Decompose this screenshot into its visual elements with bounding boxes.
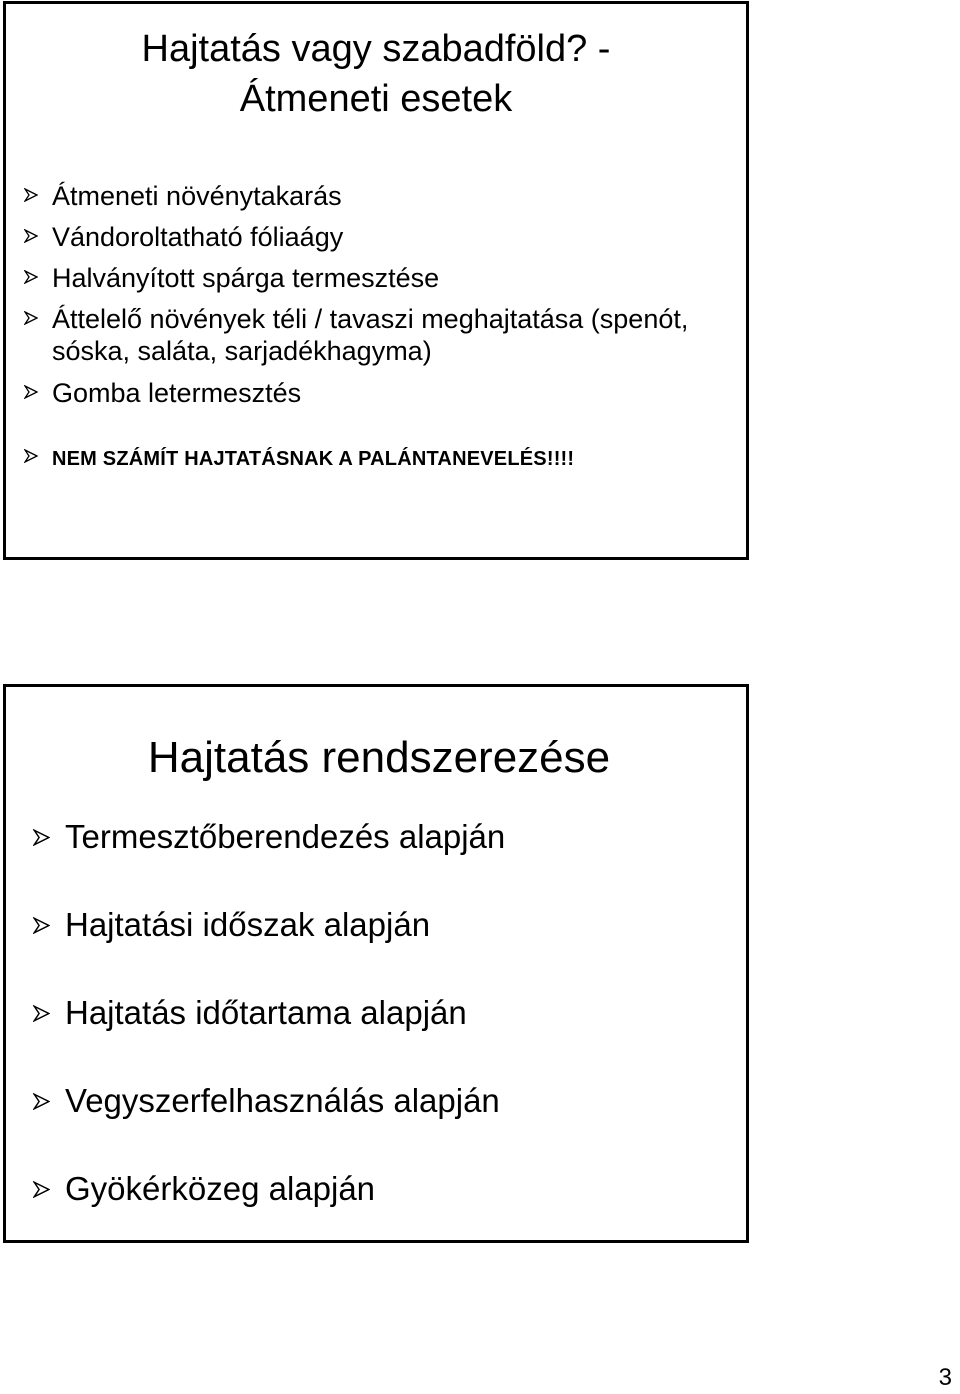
list-item [22, 262, 732, 303]
arrowhead-bullet-icon [24, 449, 38, 463]
list-item [33, 993, 505, 1081]
slide-title-line-2: Átmeneti esetek [239, 78, 513, 120]
list-item-text: Hajtatási időszak alapján [65, 906, 431, 943]
list-item-text: Vándoroltatható fóliaágy [52, 222, 344, 252]
list-item [33, 817, 505, 905]
list-item [22, 221, 732, 262]
slide-title [6, 24, 746, 124]
list-item-text: Halványított spárga termesztése [52, 263, 440, 293]
list-item-emphasis [22, 443, 732, 484]
arrowhead-bullet-icon [24, 188, 38, 202]
list-item [22, 303, 732, 377]
list-item [33, 1081, 505, 1169]
list-item [33, 905, 505, 993]
slide-1 [3, 1, 749, 560]
list-item [22, 180, 732, 221]
list-item-text: Átmeneti növénytakarás [52, 181, 342, 211]
list-item-text: Áttelelő növények téli / tavaszi meghajtatása (spenót, sóska, saláta, sarjadékhagyma) [52, 304, 689, 366]
list-item [22, 377, 732, 418]
list-item-text: Vegyszerfelhasználás alapján [65, 1082, 500, 1119]
arrowhead-bullet-icon [33, 1181, 50, 1198]
bullet-list [33, 817, 505, 1257]
arrowhead-bullet-icon [33, 1093, 50, 1110]
arrowhead-bullet-icon [33, 829, 50, 846]
list-item-text: Gyökérközeg alapján [65, 1170, 376, 1207]
list-item-text: NEM SZÁMÍT HAJTATÁSNAK A PALÁNTANEVELÉS!!!! [52, 448, 575, 470]
arrowhead-bullet-icon [33, 917, 50, 934]
list-item-text: Hajtatás időtartama alapján [65, 994, 467, 1031]
bullet-list [22, 180, 732, 484]
page-number: 3 [938, 1364, 952, 1391]
arrowhead-bullet-icon [24, 385, 38, 399]
slide-title-line-1: Hajtatás vagy szabadföld? - [141, 28, 611, 70]
arrowhead-bullet-icon [24, 270, 38, 284]
arrowhead-bullet-icon [24, 229, 38, 243]
list-item-text: Gomba letermesztés [52, 378, 302, 408]
slide-2 [3, 684, 749, 1243]
slide-title: Hajtatás rendszerezése [147, 733, 611, 782]
list-item [33, 1169, 505, 1257]
list-item-text: Termesztőberendezés alapján [65, 818, 506, 855]
arrowhead-bullet-icon [24, 311, 38, 325]
arrowhead-bullet-icon [33, 1005, 50, 1022]
